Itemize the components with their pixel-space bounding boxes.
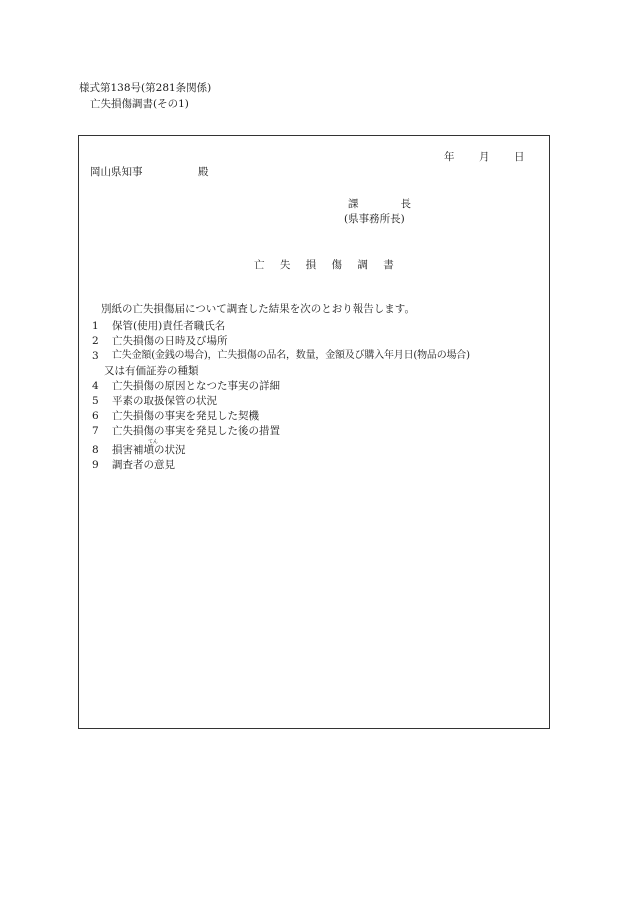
item-text: 平素の取扱保管の状況 xyxy=(112,395,217,407)
form-name: 亡失損傷調書(その1) xyxy=(90,98,189,110)
date-year: 年 xyxy=(444,151,455,163)
item-number: 4 xyxy=(92,380,99,392)
intro-text: 別紙の亡失損傷届について調査した結果を次のとおり報告します。 xyxy=(101,303,415,315)
item-text: 亡失損傷の日時及び場所 xyxy=(112,335,228,347)
item-number: 6 xyxy=(92,410,99,422)
item-number: 8 xyxy=(92,444,99,456)
item-ruby: てん xyxy=(148,439,159,445)
item-text: 保管(使用)責任者職氏名 xyxy=(112,320,226,332)
item-number: 9 xyxy=(92,459,99,471)
item-number: 3 xyxy=(92,350,99,362)
item-number: 1 xyxy=(92,320,99,332)
item-number: 5 xyxy=(92,395,99,407)
date-month: 月 xyxy=(479,151,490,163)
item-number: 7 xyxy=(92,425,99,437)
date-day: 日 xyxy=(514,151,525,163)
item-text: 損害補塡の状況 xyxy=(112,444,186,456)
document-title: 亡 失 損 傷 調 書 xyxy=(254,259,400,271)
item-text: 亡失損傷の事実を発見した契機 xyxy=(112,410,259,422)
item-text: 亡失損傷の事実を発見した後の措置 xyxy=(112,425,280,437)
item-text: 亡失損傷の原因となつた事実の詳細 xyxy=(112,380,280,392)
sender-title: 課 長 xyxy=(348,198,411,210)
honorific: 殿 xyxy=(198,166,209,178)
item-number: 2 xyxy=(92,335,99,347)
addressee: 岡山県知事 xyxy=(90,166,143,178)
form-id: 様式第138号(第281条関係) xyxy=(79,82,212,94)
item-text: 亡失金額(金銭の場合)，亡失損傷の品名，数量，金額及び購入年月日(物品の場合) xyxy=(112,350,470,361)
sender-subtitle: (県事務所長) xyxy=(344,213,405,225)
item-text: 調査者の意見 xyxy=(112,459,175,471)
item-text-continuation: 又は有価証券の種類 xyxy=(104,365,199,377)
